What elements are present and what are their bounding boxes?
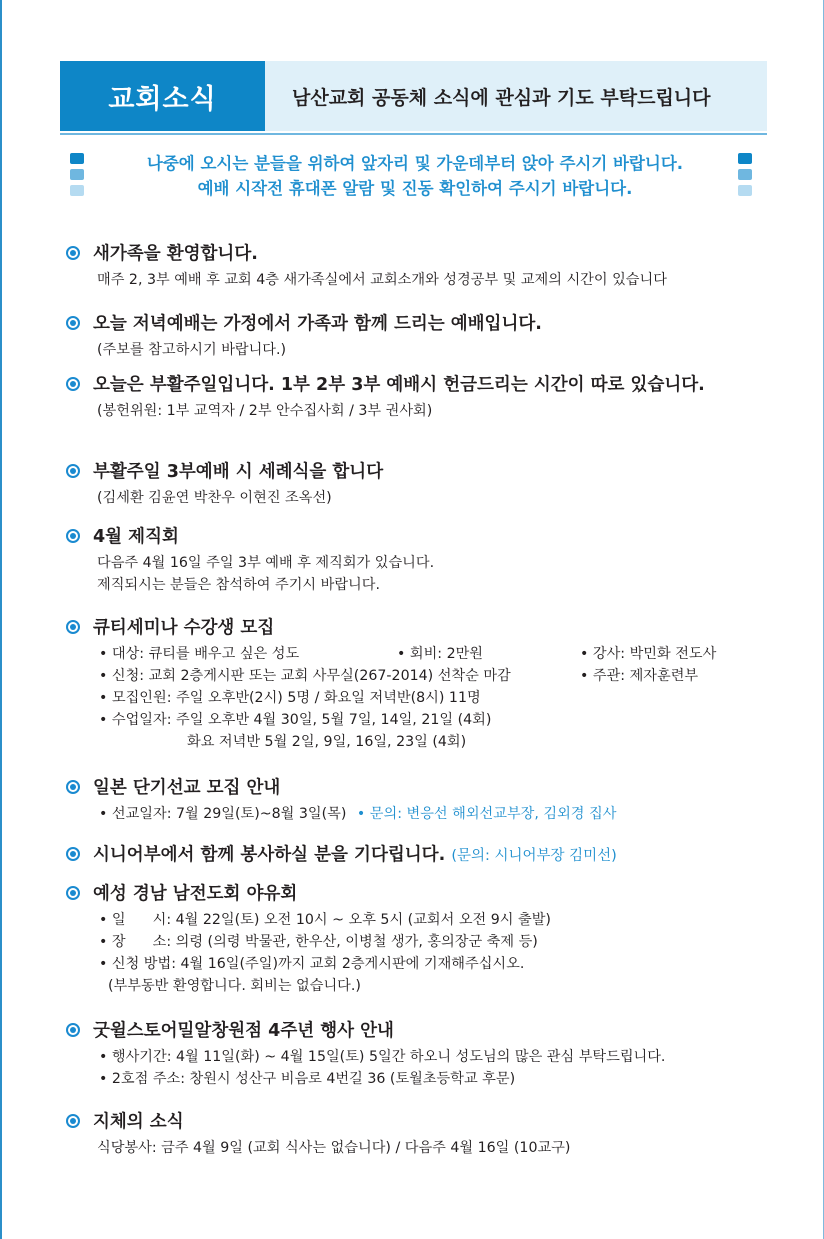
news-line: • 행사기간: 4월 11일(화) ~ 4월 15일(토) 5일간 하오니 성도님의 많은 관심 부탁드립니다. [99,1049,666,1065]
news-line: • 일 시: 4월 22일(토) 오전 10시 ~ 오후 5시 (교회서 오전 9시 출발) [99,912,551,928]
detail-instructor: • 강사: 박민화 전도사 [580,646,717,662]
news-body [99,1046,786,1090]
news-item [66,777,786,825]
news-line: • 장 소: 의령 (의령 박물관, 한우산, 이병철 생가, 홍의장군 축제 등) [99,934,538,950]
news-line: (김세환 김윤연 박찬우 이현진 조옥선) [97,490,332,506]
news-item [66,243,786,291]
news-line: 식당봉사: 금주 4월 9일 (교회 식사는 없습니다) / 다음주 4월 16일 (10교구) [97,1140,571,1156]
section-header [60,61,767,131]
news-line: 제직되시는 분들은 참석하여 주기시 바랍니다. [97,577,380,593]
news-body [99,909,786,997]
section-title: 교회소식 [60,61,265,131]
circle-bullet-icon [66,246,80,260]
mission-dates: • 선교일자: 7월 29일(토)~8월 3일(목) [99,806,347,822]
circle-bullet-icon [66,847,80,861]
decorative-squares-left [70,153,84,201]
circle-bullet-icon [66,1023,80,1037]
news-title: 지체의 소식 [93,1112,184,1132]
news-line: (부부동반 환영합니다. 회비는 없습니다.) [108,978,361,994]
news-item [66,617,786,753]
news-item [66,1020,786,1090]
news-body [97,269,786,291]
news-body [97,1137,786,1159]
news-item [66,313,786,361]
news-body [99,803,786,825]
worship-notice [95,151,735,201]
news-line: • 2호점 주소: 창원시 성산구 비음로 4번길 36 (토월초등학교 후문) [99,1071,516,1087]
news-line: • 신청 방법: 4월 16일(주일)까지 교회 2층게시판에 기재해주십시오. [99,956,525,972]
news-line: • 수업일자: 주일 오후반 4월 30일, 5월 7일, 14일, 21일 (4회) [99,712,492,728]
circle-bullet-icon [66,529,80,543]
detail-application: • 신청: 교회 2층게시판 또는 교회 사무실(267-2014) 선착순 마감 [99,668,511,684]
news-title: 4월 제직회 [93,527,179,547]
circle-bullet-icon [66,780,80,794]
news-title: 예성 경남 남전도회 야유회 [93,884,298,904]
news-body [97,400,786,422]
circle-bullet-icon [66,886,80,900]
news-body [99,643,786,753]
circle-bullet-icon [66,316,80,330]
news-item [66,1111,786,1159]
news-line [99,803,786,825]
detail-target: • 대상: 큐티를 배우고 싶은 성도 [99,646,300,662]
notice-line: 예배 시작전 휴대폰 알람 및 진동 확인하여 주시기 바랍니다. [197,179,633,198]
news-item [66,844,786,867]
news-title: 부활주일 3부예배 시 세례식을 합니다 [93,462,384,482]
circle-bullet-icon [66,620,80,634]
page-border-left [0,0,2,1239]
news-title: 큐티세미나 수강생 모집 [93,618,275,638]
news-title [93,844,786,867]
news-title: 일본 단기선교 모집 안내 [93,778,281,798]
detail-row [99,665,786,687]
news-title-text: 시니어부에서 함께 봉사하실 분을 기다립니다. [93,845,446,865]
news-title: 새가족을 환영합니다. [93,244,258,264]
mission-contact: • 문의: 변응선 해외선교부장, 김외경 집사 [356,806,617,822]
detail-row [99,643,786,665]
news-item [66,461,786,509]
notice-line: 나중에 오시는 분들을 위하여 앞자리 및 가운데부터 앉아 주시기 바랍니다. [146,154,684,173]
volunteer-contact: (문의: 시니어부장 김미선) [451,848,617,864]
detail-fee: • 회비: 2만원 [397,646,484,662]
news-line: (주보를 참고하시기 바랍니다.) [97,342,287,358]
news-title: 굿윌스토어밀알창원점 4주년 행사 안내 [93,1021,394,1041]
circle-bullet-icon [66,464,80,478]
header-divider [60,133,767,135]
news-line: 매주 2, 3부 예배 후 교회 4층 새가족실에서 교회소개와 성경공부 및 교제의 시간이 있습니다 [97,272,667,288]
news-title: 오늘 저녁예배는 가정에서 가족과 함께 드리는 예배입니다. [93,314,542,334]
news-body [97,552,786,596]
circle-bullet-icon [66,377,80,391]
detail-organizer: • 주관: 제자훈련부 [580,668,699,684]
news-line: • 모집인원: 주일 오후반(2시) 5명 / 화요일 저녁반(8시) 11명 [99,690,481,706]
decorative-squares-right [738,153,752,201]
news-title: 오늘은 부활주일입니다. 1부 2부 3부 예배시 헌금드리는 시간이 따로 있습니다. [93,375,705,395]
news-body [97,339,786,361]
news-line: 다음주 4월 16일 주일 3부 예배 후 제직회가 있습니다. [97,555,435,571]
news-item [66,374,786,422]
news-line: 화요 저녁반 5월 2일, 9일, 16일, 23일 (4회) [187,734,467,750]
news-body [97,487,786,509]
news-item [66,883,786,997]
section-subtitle: 남산교회 공동체 소식에 관심과 기도 부탁드립니다 [292,86,711,109]
news-line: (봉헌위원: 1부 교역자 / 2부 안수집사회 / 3부 권사회) [97,403,433,419]
circle-bullet-icon [66,1114,80,1128]
news-item [66,526,786,596]
